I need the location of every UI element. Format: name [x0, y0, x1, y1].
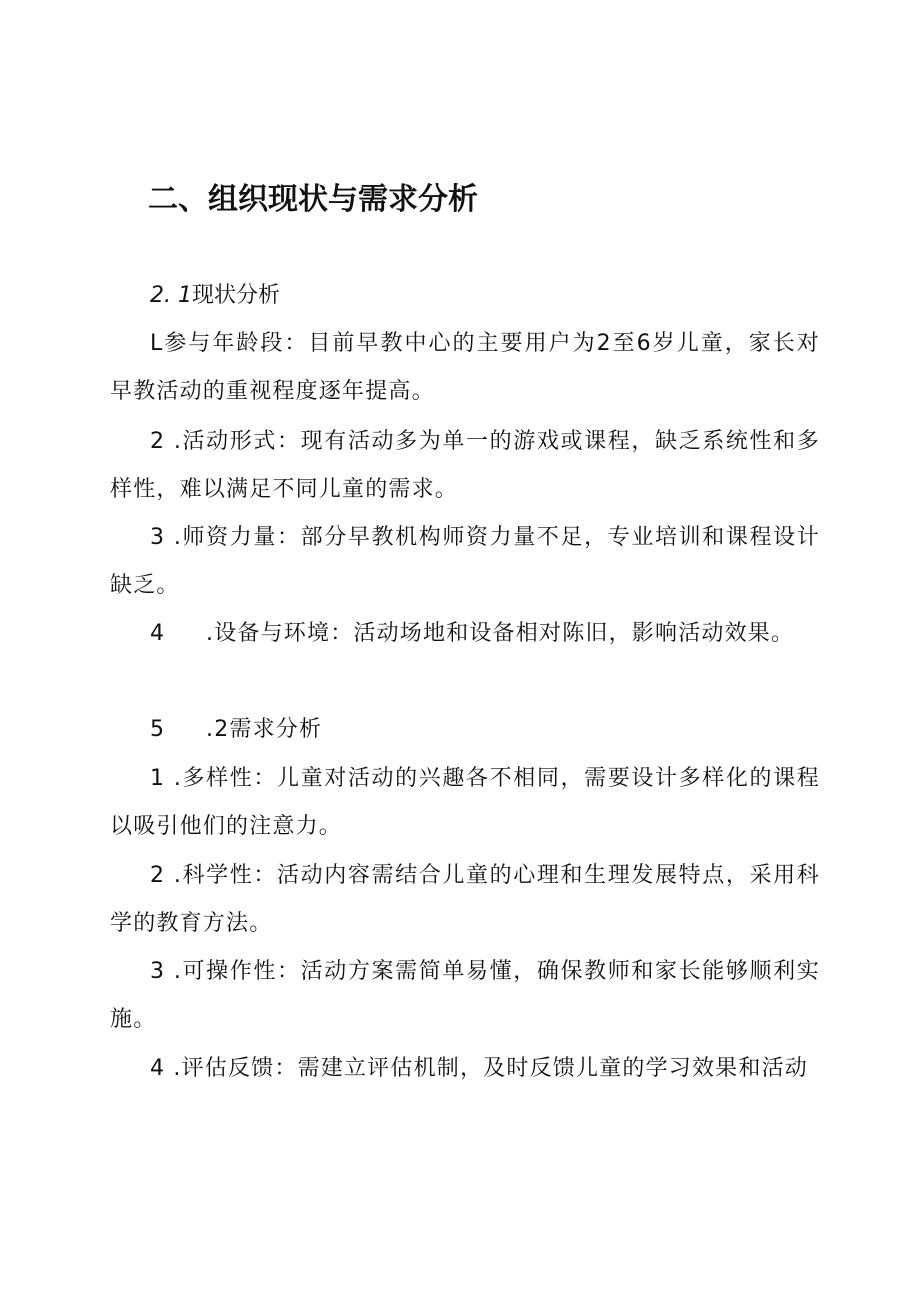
paragraph-diversity: 1 .多样性：儿童对活动的兴趣各不相同，需要设计多样化的课程以吸引他们的注意力。: [110, 766, 820, 839]
section-heading: 二、组织现状与需求分析: [148, 182, 478, 217]
paragraph-age-group: L参与年龄段：目前早教中心的主要用户为2至6岁儿童，家长对早教活动的重视程度逐年提高。: [110, 331, 820, 404]
paragraph-activity-form: 2 .活动形式：现有活动多为单一的游戏或课程，缺乏系统性和多样性，难以满足不同儿童的需求。: [110, 429, 820, 502]
paragraph-evaluation: 4 .评估反馈：需建立评估机制，及时反馈儿童的学习效果和活动: [150, 1056, 808, 1081]
paragraph-equipment: [150, 610, 794, 658]
item-text: .设备与环境：活动场地和设备相对陈旧，影响活动效果。: [206, 621, 795, 646]
subsection-2-2-heading: [150, 706, 322, 754]
subsection-2-1-heading: [150, 272, 280, 320]
subsection-title: .2需求分析: [206, 717, 323, 742]
paragraph-scientific: 2 .科学性：活动内容需结合儿童的心理和生理发展特点，采用科学的教育方法。: [110, 863, 820, 936]
item-number: 4: [150, 621, 166, 646]
paragraph-operability: 3 .可操作性：活动方案需简单易懂，确保教师和家长能够顺利实施。: [110, 959, 820, 1032]
subsection-number: 2. 1: [150, 283, 192, 308]
paragraph-teaching-staff: 3 .师资力量：部分早教机构师资力量不足，专业培训和课程设计缺乏。: [110, 525, 820, 598]
subsection-title: 现状分析: [191, 283, 280, 308]
subsection-number: 5: [150, 717, 166, 742]
